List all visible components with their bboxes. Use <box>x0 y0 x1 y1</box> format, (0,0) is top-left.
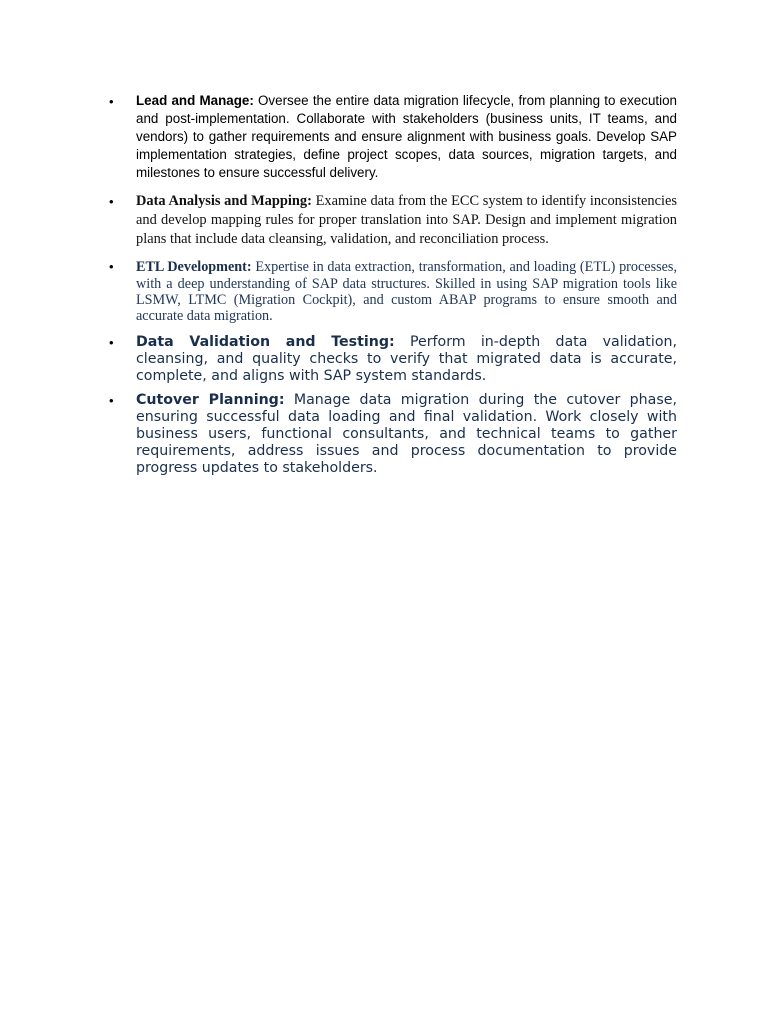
list-item-data-validation-and-testing <box>109 334 677 385</box>
item-text: Expertise in data extraction, transformation, and loading (ETL) processes, with a deep understanding of SAP data structures. Skilled in using SAP migration tools like LSMW, LTMC (Migration Cockpit), and custom ABAP programs to ensure smooth and accurate data migration. <box>136 259 677 324</box>
bullet-icon: • <box>109 335 114 351</box>
bullet-icon: • <box>109 194 114 209</box>
bullet-icon: • <box>109 259 114 275</box>
item-heading: Data Analysis and Mapping: <box>136 193 312 209</box>
item-heading: Data Validation and Testing: <box>136 334 395 351</box>
item-text: Perform in-depth data validation, cleansing, and quality checks to verify that migrated data is accurate, complete, and aligns with SAP system standards. <box>136 334 677 385</box>
list-item-etl-development <box>109 259 677 324</box>
bullet-icon: • <box>109 94 114 109</box>
item-heading: ETL Development: <box>136 259 252 276</box>
item-text: Oversee the entire data migration lifecycle, from planning to execution and post-implementation. Collaborate with stakeholders (business units, IT teams, and vendors) to gather requirements and ensure alignment with business goals. Develop SAP implementation strategies, define project scopes, data sources, migration targets, and milestones to ensure successful delivery. <box>136 93 677 180</box>
bullet-icon: • <box>109 393 114 409</box>
list-item-cutover-planning <box>109 392 677 477</box>
item-heading: Cutover Planning: <box>136 392 285 409</box>
item-heading: Lead and Manage: <box>136 93 254 108</box>
list-item-lead-and-manage <box>109 92 677 182</box>
bullet-list <box>109 92 677 477</box>
item-text: Examine data from the ECC system to identify inconsistencies and develop mapping rules for proper translation into SAP. Design and implement migration plans that include data cleansing, validation, and reconciliation process. <box>136 193 677 247</box>
item-text: Manage data migration during the cutover phase, ensuring successful data loading and final validation. Work closely with business users, functional consultants, and technical teams to gather requirements, address issues and process documentation to provide progress updates to stakeholders. <box>136 392 677 477</box>
list-item-data-analysis-and-mapping <box>109 192 677 248</box>
